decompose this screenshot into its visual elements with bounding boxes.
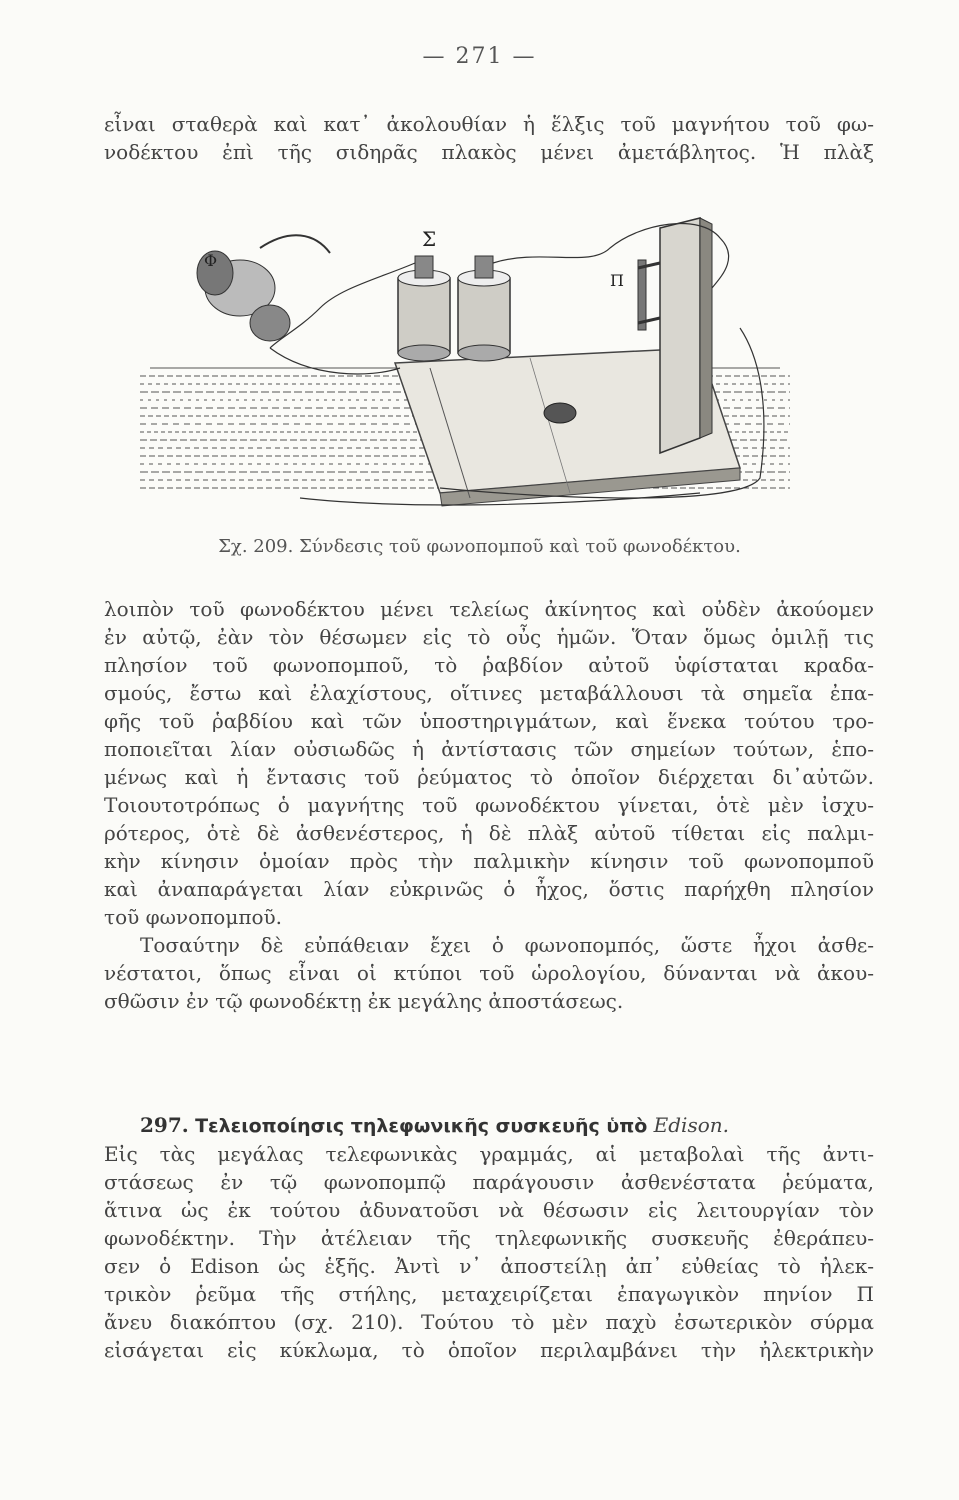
figure-label-sigma: Σ xyxy=(422,227,437,251)
text-line: νοδέκτου ἐπὶ τῆς σιδηρᾶς πλακὸς μένει ἀμετάβλητος. Ἡ πλὰξ xyxy=(104,140,874,164)
text-line: μένως καὶ ἡ ἔντασις τοῦ ῥεύματος τὸ ὁποῖον διέρχεται δι᾽αὐτῶν. xyxy=(104,765,874,789)
section-heading xyxy=(104,1111,874,1140)
text-line: ἄνευ διακόπτου (σχ. 210). Τούτου τὸ μὲν παχὺ ἐσωτερικὸν σύρμα xyxy=(104,1310,874,1334)
figure-label-phi: Φ xyxy=(204,251,218,270)
paragraph-main xyxy=(104,595,874,1015)
text-line: στάσεως ἐν τῷ φωνοπομπῷ παράγουσιν ἀσθενέστατα ῥεύματα, xyxy=(104,1170,874,1194)
text-line: φῆς τοῦ ῥαβδίου καὶ τῶν ὑποστηριγμάτων, καὶ ἕνεκα τούτου τρο- xyxy=(104,709,874,733)
text-line: Τοσαύτην δὲ εὐπάθειαν ἔχει ὁ φωνοπομπός, ὥστε ἦχοι ἀσθε- xyxy=(140,933,874,957)
paragraph-top xyxy=(104,110,874,166)
board-detail xyxy=(544,403,576,423)
text-line: φωνοδέκτην. Τὴν ἀτέλειαν τῆς τηλεφωνικῆς συσκευῆς ἐθεράπευ- xyxy=(104,1226,874,1250)
text-line: τοῦ φωνοπομποῦ. xyxy=(104,905,283,929)
text-line: σθῶσιν ἐν τῷ φωνοδέκτῃ ἐκ μεγάλης ἀποστάσεως. xyxy=(104,989,624,1013)
text-line: τρικὸν ῥεῦμα τῆς στήλης, μεταχειρίζεται ἐπαγωγικὸν πηνίον Π xyxy=(104,1282,874,1306)
text-line: λοιπὸν τοῦ φωνοδέκτου μένει τελείως ἀκίνητος καὶ οὐδὲν ἀκούομεν xyxy=(104,597,874,621)
section-297 xyxy=(104,1111,874,1364)
text-line: εἰσάγεται εἰς κύκλωμα, τὸ ὁποῖον περιλαμβάνει τὴν ἠλεκτρικὴν xyxy=(104,1338,874,1362)
text-line: ἐν αὐτῷ, ἐὰν τὸν θέσωμεν εἰς τὸ οὖς ἡμῶν. Ὅταν ὅμως ὁμιλῇ τις xyxy=(104,625,874,649)
figure-telephone-apparatus xyxy=(140,208,800,518)
text-line: ρότερος, ὁτὲ δὲ ἀσθενέστερος, ἡ δὲ πλὰξ αὐτοῦ τίθεται εἰς παλμι- xyxy=(104,821,874,845)
text-line: καὶ ἀναπαράγεται λίαν εὐκρινῶς ὁ ἦχος, ὅστις παρήχθη πλησίον xyxy=(104,877,874,901)
section-title: Τελειοποίησις τηλεφωνικῆς συσκευῆς ὑπὸ xyxy=(195,1115,648,1137)
text-line: ἅτινα ὡς ἐκ τούτου ἀδυνατοῦσι νὰ θέσωσιν εἰς λειτουργίαν τὸν xyxy=(104,1198,874,1222)
section-title-name: Edison. xyxy=(653,1113,729,1137)
text-line: νέστατοι, ὅπως εἶναι οἱ κτύποι τοῦ ὡρολογίου, δύνανται νὰ ἀκου- xyxy=(104,961,874,985)
text-line: εἶναι σταθερὰ καὶ κατ᾽ ἀκολουθίαν ἡ ἕλξις τοῦ μαγνήτου τοῦ φω- xyxy=(104,112,874,136)
text-line: σμούς, ἔστω καὶ ἐλαχίστους, οἵτινες μεταβάλλουσι τὰ σημεῖα ἐπα- xyxy=(104,681,874,705)
figure-label-pi: Π xyxy=(610,271,624,290)
text-line: πλησίον τοῦ φωνοπομποῦ, τὸ ῥαβδίον αὐτοῦ ὑφίσταται κραδα- xyxy=(104,653,874,677)
section-number: 297. xyxy=(140,1113,189,1137)
battery-cells xyxy=(398,256,510,361)
figure-caption: Σχ. 209. Σύνδεσις τοῦ φωνοπομποῦ καὶ τοῦ φωνοδέκτου. xyxy=(218,536,741,557)
text-line: σεν ὁ Edison ὡς ἑξῆς. Ἀντὶ ν᾽ ἀποστείλῃ ἀπ᾽ εὐθείας τὸ ἠλεκ- xyxy=(104,1254,874,1278)
text-line: Τοιουτοτρόπως ὁ μαγνήτης τοῦ φωνοδέκτου γίνεται, ὁτὲ μὲν ἰσχυ- xyxy=(104,793,874,817)
text-line: κὴν κίνησιν ὁμοίαν πρὸς τὴν παλμικὴν κίνησιν τοῦ φωνοπομποῦ xyxy=(104,849,874,873)
page-number: — 271 — xyxy=(422,44,537,69)
text-line: Εἰς τὰς μεγάλας τελεφωνικὰς γραμμάς, αἱ μεταβολαὶ τῆς ἀντι- xyxy=(104,1142,874,1166)
text-line: ποποιεῖται λίαν οὐσιωδῶς ἡ ἀντίστασις τῶν σημείων τούτων, ἑπο- xyxy=(104,737,874,761)
